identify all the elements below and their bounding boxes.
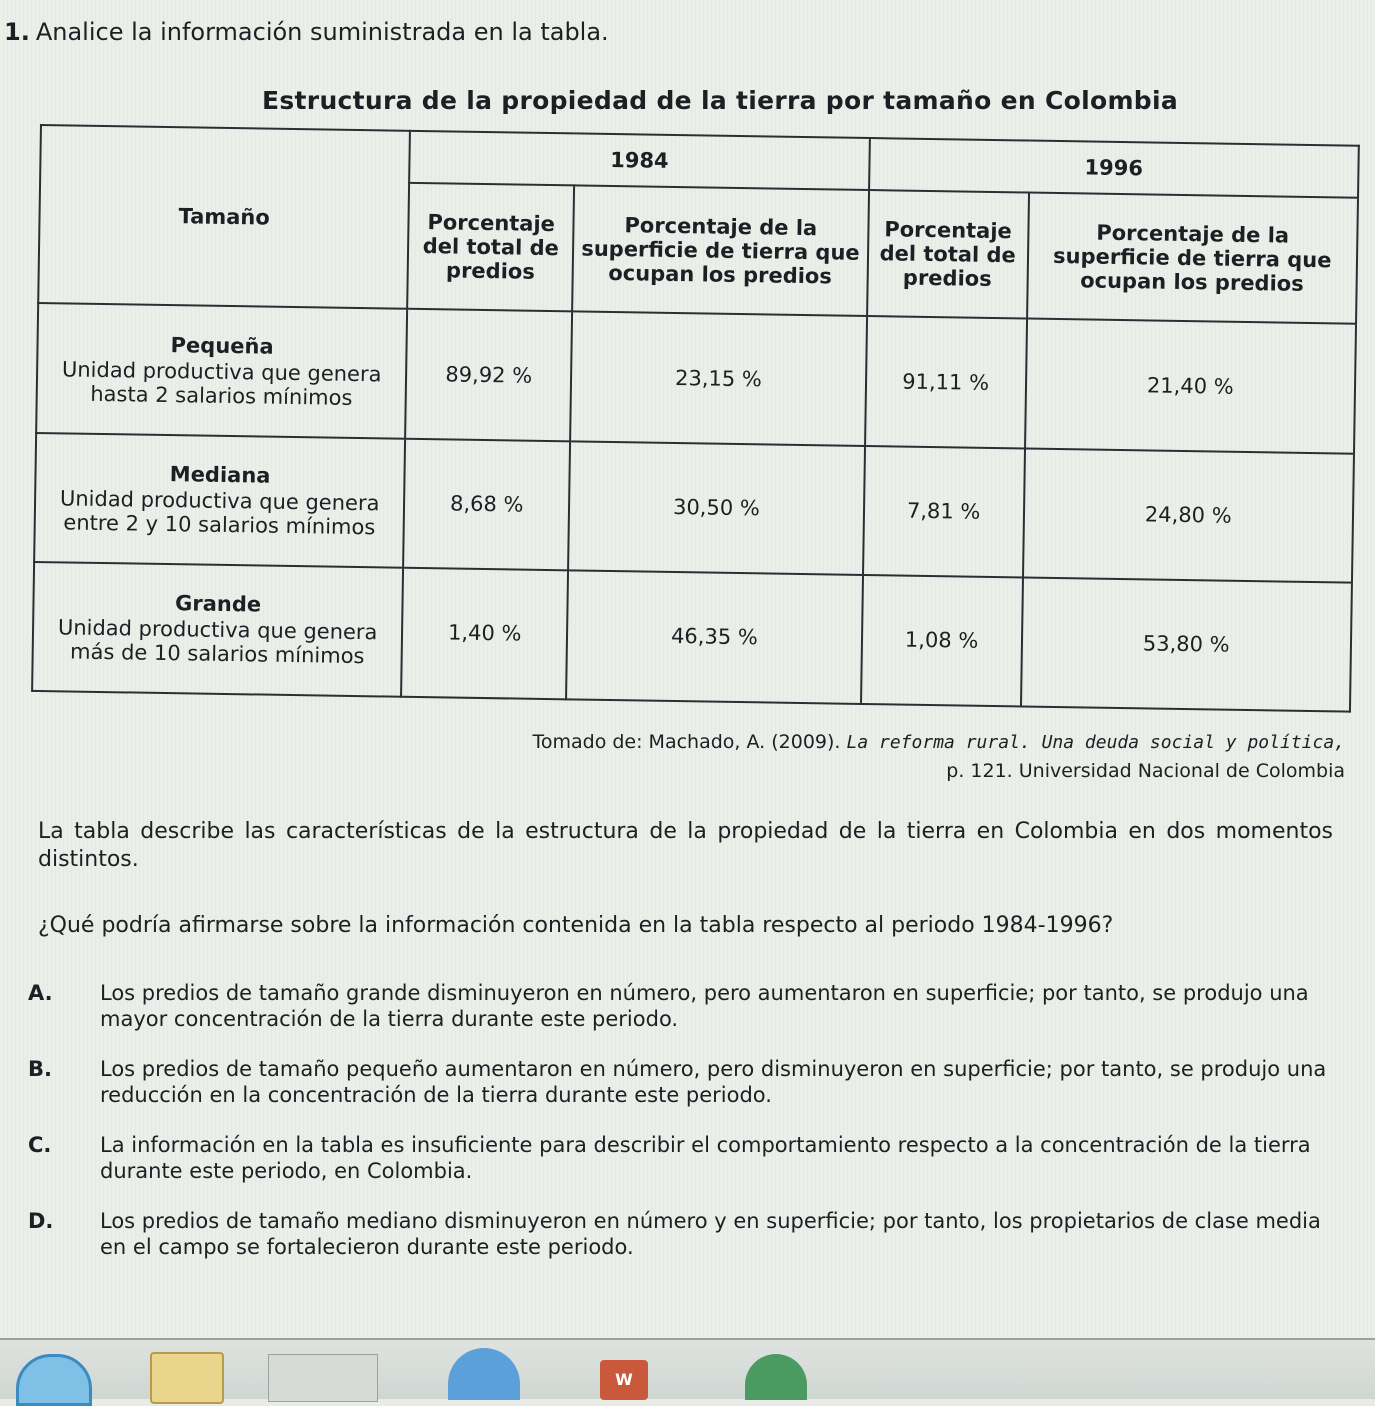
- size-cell: [34, 433, 405, 568]
- value-1984-surface: 30,50 %: [568, 441, 864, 575]
- table-row: [36, 303, 1356, 453]
- value-1984-total: 89,92 %: [405, 309, 572, 441]
- source-citation: [532, 728, 1345, 785]
- value-1996-surface: 24,80 %: [1023, 448, 1354, 582]
- option-b[interactable]: [28, 1056, 1328, 1108]
- option-letter: D.: [28, 1209, 54, 1233]
- option-letter: C.: [28, 1133, 52, 1157]
- question-heading: [4, 18, 609, 46]
- size-name: Pequeña: [170, 333, 274, 359]
- value-1996-surface: 21,40 %: [1025, 319, 1356, 453]
- value-1996-total: 91,11 %: [865, 316, 1027, 448]
- size-name: Grande: [174, 591, 262, 617]
- taskbar: [0, 1338, 1375, 1399]
- land-ownership-table: [31, 124, 1360, 713]
- header-1996-surface: Porcentaje de la superficie de tierra que ocupan los predios: [1027, 193, 1358, 324]
- value-1996-surface: 53,80 %: [1021, 577, 1352, 711]
- chrome-icon[interactable]: [745, 1354, 807, 1400]
- source-book-title: La reforma rural. Una deuda social y política,: [846, 732, 1345, 753]
- value-1996-total: 7,81 %: [863, 446, 1025, 578]
- option-text: Los predios de tamaño pequeño aumentaron en número, pero disminuyeron en superficie; por tanto, se produjo una reducción en la concentración de la tierra durante este periodo.: [100, 1057, 1327, 1107]
- option-letter: B.: [28, 1057, 52, 1081]
- value-1984-total: 8,68 %: [403, 438, 570, 570]
- header-1984-total: Porcentaje del total de predios: [407, 183, 574, 312]
- option-text: Los predios de tamaño grande disminuyeron en número, pero aumentaron en superficie; por tanto, se produjo una mayor concentración de la tierra durante este periodo.: [100, 981, 1309, 1031]
- internet-explorer-icon[interactable]: [16, 1354, 92, 1406]
- header-1984-surface: Porcentaje de la superficie de tierra que ocupan los predios: [572, 186, 868, 317]
- value-1984-surface: 23,15 %: [570, 312, 866, 446]
- option-text: La información en la tabla es insuficiente para describir el comportamiento respecto a la concentración de la tierra durante este periodo, en Colombia.: [100, 1133, 1311, 1183]
- table-description: La tabla describe las características de la estructura de la propiedad de la tierra en Colombia en dos momentos distintos.: [38, 819, 1333, 872]
- size-cell: [36, 303, 407, 438]
- size-description: Unidad productiva que genera hasta 2 salarios mínimos: [61, 357, 382, 410]
- header-1996-total: Porcentaje del total de predios: [867, 190, 1029, 319]
- folder-icon[interactable]: [150, 1352, 224, 1404]
- value-1984-surface: 46,35 %: [566, 570, 862, 704]
- option-letter: A.: [28, 981, 53, 1005]
- window-panel-icon[interactable]: [268, 1354, 378, 1402]
- question-instruction: Analice la información suministrada en la tabla.: [35, 18, 609, 46]
- question-prompt: ¿Qué podría afirmarse sobre la información contenida en la tabla respecto al periodo 1984-1996?: [38, 913, 1114, 938]
- size-name: Mediana: [169, 462, 271, 488]
- source-line-1: [532, 728, 1345, 757]
- header-size: Tamaño: [38, 125, 410, 309]
- value-1984-total: 1,40 %: [401, 568, 568, 700]
- question-number: 1.: [4, 18, 30, 46]
- size-cell: [32, 562, 403, 697]
- table-row: [34, 433, 1354, 583]
- header-year-1996: 1996: [869, 138, 1359, 198]
- answer-options: [28, 980, 1328, 1284]
- media-icon[interactable]: [448, 1348, 520, 1400]
- table-title: Estructura de la propiedad de la tierra por tamaño en Colombia: [262, 86, 1179, 115]
- size-description: Unidad productiva que genera entre 2 y 10 salarios mínimos: [59, 486, 380, 540]
- option-text: Los predios de tamaño mediano disminuyeron en número y en superficie; por tanto, los propietarios de clase media en el campo se fortalecieron durante este periodo.: [100, 1209, 1321, 1259]
- source-prefix: Tomado de: Machado, A. (2009).: [532, 731, 841, 753]
- value-1996-total: 1,08 %: [861, 575, 1023, 707]
- size-description: Unidad productiva que genera más de 10 salarios mínimos: [57, 615, 378, 669]
- option-c[interactable]: [28, 1132, 1328, 1184]
- option-a[interactable]: [28, 980, 1328, 1032]
- option-d[interactable]: [28, 1208, 1328, 1260]
- header-year-1984: 1984: [409, 131, 869, 190]
- source-line-2: p. 121. Universidad Nacional de Colombia: [946, 760, 1345, 782]
- word-icon[interactable]: W: [600, 1360, 648, 1400]
- table-row: [32, 562, 1352, 712]
